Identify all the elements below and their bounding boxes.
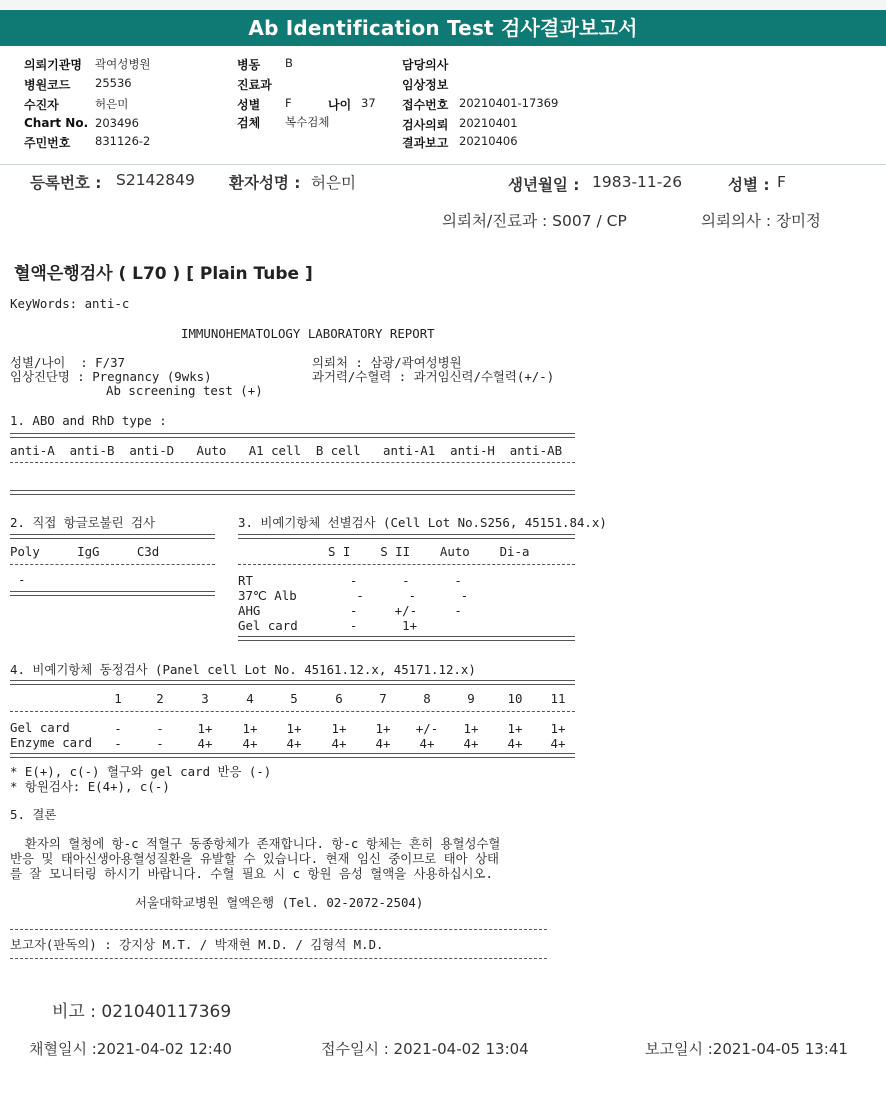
age-label: 나이 [328, 98, 352, 112]
dat-header-rule [10, 564, 215, 565]
screen-row-ahg: AHG - +/- - [238, 603, 462, 618]
hospital-code-label: 병원코드 [24, 78, 71, 92]
referring-physician: 의뢰의사 : 장미정 [701, 212, 821, 230]
section3-bottom-rule [238, 636, 575, 641]
collection-time: 채혈일시 :2021-04-02 12:40 [29, 1040, 232, 1058]
request-date-label: 검사의뢰 [402, 118, 449, 132]
report-date-label: 결과보고 [402, 136, 449, 150]
section4-title: 4. 비예기항체 동정검사 (Panel cell Lot No. 45161.12.x, 45171.12.x) [10, 662, 476, 677]
gel-card-cell-11: 1+ [550, 721, 566, 736]
enzyme-card-cell-11: 4+ [550, 736, 566, 751]
screen-row-alb: 37℃ Alb - - - [238, 588, 469, 603]
enzyme-card-cell-5: 4+ [286, 736, 302, 751]
panel-col-2: 2 [156, 691, 164, 706]
report-info-panel [0, 46, 886, 165]
enzyme-card-cell-3: 4+ [197, 736, 213, 751]
clinical-info-label: 임상정보 [402, 78, 449, 92]
panel-col-7: 7 [379, 691, 387, 706]
dob-value: 1983-11-26 [592, 173, 683, 191]
report-time: 보고일시 :2021-04-05 13:41 [645, 1040, 848, 1058]
sex-label: 성별 [237, 98, 261, 112]
screen-row-gel: Gel card - 1+ [238, 618, 418, 633]
screen-row-rt: RT - - - [238, 573, 462, 588]
dat-value: - [18, 572, 26, 587]
gel-card-cell-10: 1+ [507, 721, 523, 736]
gel-card-cell-7: 1+ [375, 721, 391, 736]
sex-value: F [285, 96, 292, 110]
screen-header-rule [238, 564, 575, 565]
dob-label: 생년월일 : [508, 176, 580, 194]
specimen-value: 복수검체 [285, 115, 330, 129]
diagnosis-line: 임상진단명 : Pregnancy (9wks) [10, 369, 212, 384]
enzyme-card-cell-9: 4+ [463, 736, 479, 751]
gel-card-cell-5: 1+ [286, 721, 302, 736]
enzyme-card-label: Enzyme card [10, 735, 93, 750]
blood-bank-contact: 서울대학교병원 혈액은행 (Tel. 02-2072-2504) [135, 895, 424, 910]
hospital-value: 곽여성병원 [95, 57, 151, 71]
section1-top-rule [10, 433, 575, 438]
keywords: KeyWords: anti-c [10, 296, 130, 311]
panel-col-4: 4 [246, 691, 254, 706]
panel-col-10: 10 [507, 691, 523, 706]
section4-top-rule [10, 680, 575, 685]
request-date-value: 20210401 [459, 116, 518, 130]
panel-col-1: 1 [114, 691, 122, 706]
receipt-no-label: 접수번호 [402, 98, 449, 112]
reg-no-label: 등록번호 : [30, 174, 102, 192]
patient-sex-value: F [777, 173, 786, 191]
panel-col-6: 6 [335, 691, 343, 706]
ward-value: B [285, 56, 293, 70]
gel-card-cell-6: 1+ [331, 721, 347, 736]
panel-col-8: 8 [423, 691, 431, 706]
report-document [0, 165, 886, 1103]
enzyme-card-cell-1: - [114, 736, 122, 751]
recipient-value: 허은미 [95, 97, 129, 111]
abo-header: anti-A anti-B anti-D Auto A1 cell B cell anti-A1 anti-H anti-AB [10, 443, 563, 458]
history-line: 과거력/수혈력 : 과거임신력/수혈력(+/-) [312, 369, 555, 384]
lab-report-title: IMMUNOHEMATOLOGY LABORATORY REPORT [181, 326, 435, 341]
conclusion-line-1: 환자의 혈청에 항-c 적혈구 동종항체가 존재합니다. 항-c 항체는 흔히 용혈성수혈 [10, 836, 501, 851]
gel-card-cell-3: 1+ [197, 721, 213, 736]
gel-card-cell-9: 1+ [463, 721, 479, 736]
section2-bottom-rule [10, 591, 215, 596]
chart-no-value: 203496 [95, 116, 139, 130]
screen-header: S I S II Auto Di-a [328, 544, 530, 559]
gel-card-label: Gel card [10, 720, 70, 735]
enzyme-card-cell-4: 4+ [242, 736, 258, 751]
section1-title: 1. ABO and RhD type : [10, 413, 167, 428]
reporter-top-rule [10, 929, 547, 930]
patient-sex-label: 성별 : [728, 176, 770, 194]
panel-col-11: 11 [550, 691, 566, 706]
section1-bottom-rule [10, 490, 575, 495]
department-label: 진료과 [237, 78, 272, 92]
panel-col-5: 5 [290, 691, 298, 706]
ward-label: 병동 [237, 58, 261, 72]
referrer-line: 의뢰처 : 삼광/곽여성병원 [312, 355, 462, 370]
section4-bottom-rule [10, 753, 575, 758]
report-date-value: 20210406 [459, 134, 518, 148]
test-title: 혈액은행검사 ( L70 ) [ Plain Tube ] [14, 264, 313, 284]
section2-top-rule [10, 534, 215, 539]
enzyme-card-cell-8: 4+ [419, 736, 435, 751]
receipt-no-value: 20210401-17369 [459, 96, 559, 110]
gel-card-cell-2: - [156, 721, 164, 736]
gel-card-cell-4: 1+ [242, 721, 258, 736]
doctor-label: 담당의사 [402, 58, 449, 72]
abo-header-rule [10, 462, 575, 463]
section3-title: 3. 비예기항체 선별검사 (Cell Lot No.S256, 45151.84.x) [238, 515, 607, 530]
enzyme-card-cell-7: 4+ [375, 736, 391, 751]
report-title: Ab Identification Test 검사결과보고서 [0, 10, 886, 46]
receipt-time: 접수일시 : 2021-04-02 13:04 [321, 1040, 529, 1058]
panel-col-3: 3 [201, 691, 209, 706]
rrn-label: 주민번호 [24, 136, 71, 150]
patient-name-value: 허은미 [311, 174, 356, 192]
hospital-label: 의뢰기관명 [24, 58, 82, 72]
patient-name-label: 환자성명 : [229, 174, 301, 192]
sex-age-line: 성별/나이 : F/37 [10, 355, 126, 370]
conclusion-line-3: 를 잘 모니터링 하시기 바랍니다. 수혈 필요 시 c 항원 음성 혈액을 사용하십시오. [10, 866, 493, 881]
hospital-code-value: 25536 [95, 76, 132, 90]
age-value: 37 [361, 96, 376, 110]
conclusion-line-2: 반응 및 태아신생아용혈성질환을 유발할 수 있습니다. 현재 임신 중이므로 태아 상태 [10, 851, 500, 866]
rrn-value: 831126-2 [95, 134, 151, 148]
dat-header: Poly IgG C3d [10, 544, 160, 559]
recipient-label: 수진자 [24, 98, 59, 112]
reporter-bottom-rule [10, 958, 547, 959]
enzyme-card-cell-6: 4+ [331, 736, 347, 751]
referral-department: 의뢰처/진료과 : S007 / CP [442, 212, 627, 230]
panel-header-rule [10, 711, 575, 712]
specimen-label: 검체 [237, 116, 261, 130]
enzyme-card-cell-10: 4+ [507, 736, 523, 751]
panel-col-9: 9 [467, 691, 475, 706]
section2-title: 2. 직접 항글로불린 검사 [10, 515, 156, 530]
screening-line: Ab screening test (+) [106, 383, 263, 398]
section5-title: 5. 결론 [10, 807, 57, 822]
reg-no-value: S2142849 [116, 171, 195, 189]
note-2: * 항원검사: E(4+), c(-) [10, 779, 170, 794]
note-1: * E(+), c(-) 혈구와 gel card 반응 (-) [10, 764, 272, 779]
chart-no-label: Chart No. [24, 116, 89, 130]
remark: 비고 : 021040117369 [52, 1002, 232, 1022]
enzyme-card-cell-2: - [156, 736, 164, 751]
gel-card-cell-8: +/- [415, 721, 439, 736]
section3-top-rule [238, 534, 575, 539]
gel-card-cell-1: - [114, 721, 122, 736]
reporter-line: 보고자(판독의) : 강지상 M.T. / 박재현 M.D. / 김형석 M.D. [10, 937, 384, 952]
